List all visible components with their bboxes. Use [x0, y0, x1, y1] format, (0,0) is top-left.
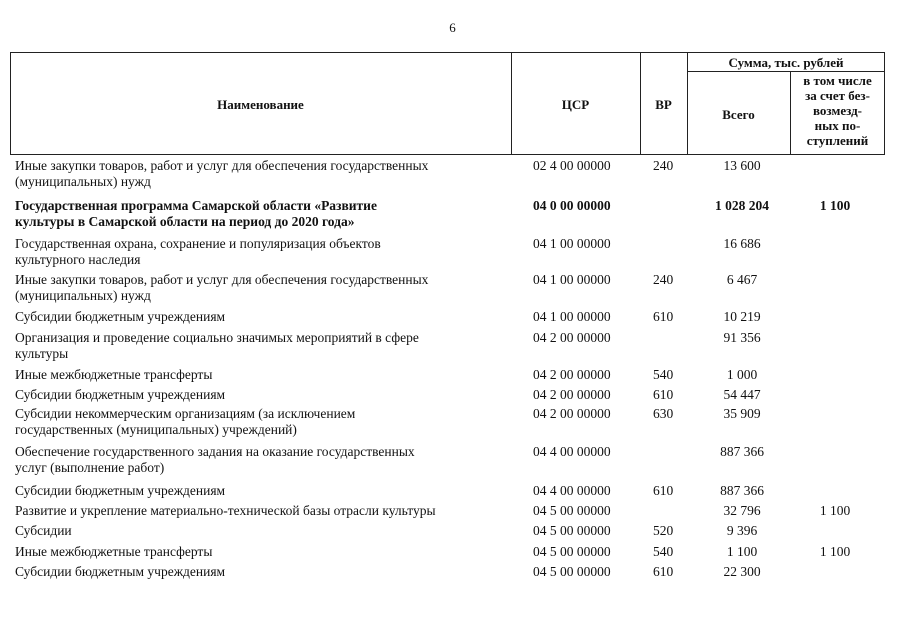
row-total: 1 028 204 [715, 198, 769, 213]
column-header-free-line: ных по- [814, 118, 861, 133]
row-vr: 610 [653, 309, 674, 324]
row-name: Иные закупки товаров, работ и услуг для обеспечения государственных (муниципальных) нужд [15, 158, 429, 189]
row-name: Иные закупки товаров, работ и услуг для обеспечения государственных (муниципальных) нужд [15, 272, 429, 303]
row-name: Обеспечение государственного задания на оказание государственных услуг (выполнение работ) [15, 444, 415, 475]
row-vr: 240 [653, 158, 674, 173]
row-csr: 04 1 00 00000 [533, 272, 611, 287]
header-divider [687, 71, 885, 72]
row-csr: 04 2 00 00000 [533, 406, 611, 421]
column-header-free-line: ступлений [806, 133, 869, 148]
row-name: Субсидии бюджетным учреждениям [15, 387, 226, 402]
column-header-free-line: в том числе [803, 73, 872, 88]
row-name: Развитие и укрепление материально-технической базы отрасли культуры [15, 503, 436, 518]
column-header-name: Наименование [217, 97, 304, 112]
column-header-vr: ВР [655, 97, 672, 112]
row-name: Субсидии [15, 523, 72, 538]
row-total: 887 366 [720, 444, 764, 459]
row-name: Субсидии бюджетным учреждениям [15, 309, 226, 324]
row-name: Организация и проведение социально значимых мероприятий в сфере культуры [15, 330, 419, 361]
row-free: 1 100 [819, 544, 851, 559]
row-csr: 04 4 00 00000 [533, 483, 611, 498]
row-csr: 04 0 00 00000 [533, 198, 611, 213]
row-csr: 04 2 00 00000 [533, 387, 611, 402]
row-free: 1 100 [819, 198, 851, 213]
row-csr: 04 2 00 00000 [533, 330, 611, 345]
row-csr: 04 1 00 00000 [533, 309, 611, 324]
row-vr: 540 [653, 544, 674, 559]
row-vr: 540 [653, 367, 674, 382]
row-total: 9 396 [726, 523, 758, 538]
row-vr: 240 [653, 272, 674, 287]
row-vr: 610 [653, 387, 674, 402]
row-total: 22 300 [723, 564, 761, 579]
row-name: Субсидии некоммерческим организациям (за исключением государственных (муниципальных) учреждений) [15, 406, 356, 437]
row-total: 32 796 [723, 503, 761, 518]
row-total: 1 000 [726, 367, 758, 382]
row-csr: 04 4 00 00000 [533, 444, 611, 459]
row-total: 35 909 [723, 406, 761, 421]
column-header-sum-group: Сумма, тыс. рублей [728, 55, 844, 70]
row-vr: 520 [653, 523, 674, 538]
row-total: 1 100 [726, 544, 758, 559]
row-name: Субсидии бюджетным учреждениям [15, 483, 226, 498]
row-total: 10 219 [723, 309, 761, 324]
row-total: 13 600 [723, 158, 761, 173]
row-vr: 630 [653, 406, 674, 421]
row-name: Государственная программа Самарской области «Развитие культуры в Самарской области на период до 2020 года» [15, 198, 377, 229]
column-header-free-line: за счет без- [805, 88, 870, 103]
row-csr: 04 5 00 00000 [533, 564, 611, 579]
row-total: 91 356 [723, 330, 761, 345]
column-header-free [790, 73, 885, 148]
row-name: Государственная охрана, сохранение и популяризация объектов культурного наследия [15, 236, 381, 267]
row-csr: 04 5 00 00000 [533, 503, 611, 518]
row-total: 6 467 [726, 272, 758, 287]
row-vr: 610 [653, 564, 674, 579]
row-vr: 610 [653, 483, 674, 498]
column-header-total: Всего [722, 107, 755, 122]
row-name: Иные межбюджетные трансферты [15, 367, 213, 382]
row-free: 1 100 [819, 503, 851, 518]
page-number: 6 [449, 20, 456, 35]
row-csr: 04 1 00 00000 [533, 236, 611, 251]
row-total: 54 447 [723, 387, 761, 402]
row-csr: 02 4 00 00000 [533, 158, 611, 173]
row-total: 16 686 [723, 236, 761, 251]
row-csr: 04 2 00 00000 [533, 367, 611, 382]
row-total: 887 366 [720, 483, 764, 498]
row-name: Иные межбюджетные трансферты [15, 544, 213, 559]
row-name: Субсидии бюджетным учреждениям [15, 564, 226, 579]
column-header-free-line: возмезд- [813, 103, 862, 118]
row-csr: 04 5 00 00000 [533, 523, 611, 538]
row-csr: 04 5 00 00000 [533, 544, 611, 559]
column-header-csr: ЦСР [561, 97, 590, 112]
